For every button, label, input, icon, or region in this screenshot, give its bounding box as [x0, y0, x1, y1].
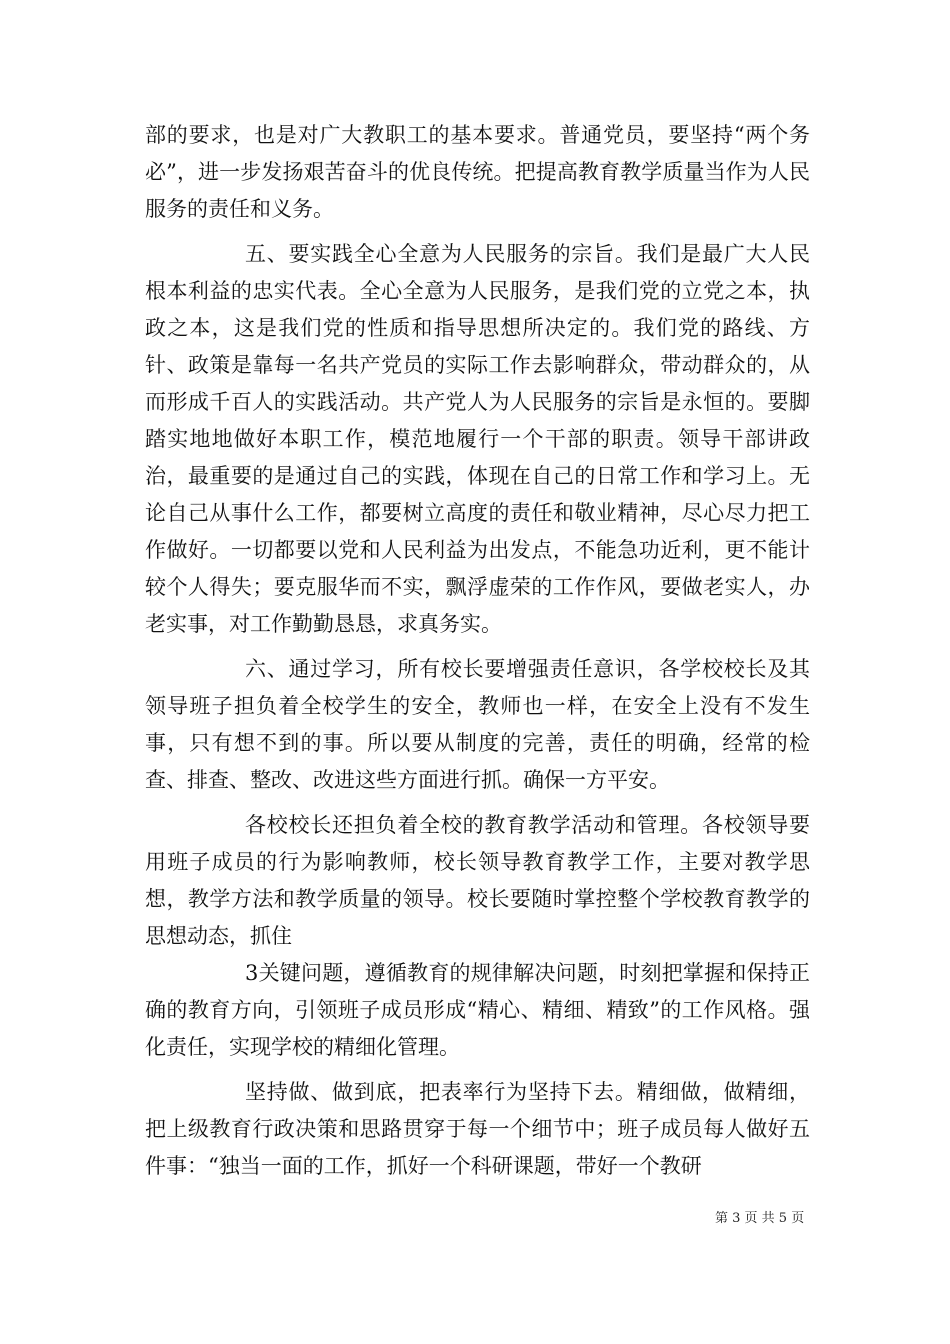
- page-number-footer: 第 3 页 共 5 页: [715, 1211, 805, 1226]
- paragraph-persist: 坚持做、做到底，把表率行为坚持下去。精细做，做精细，把上级教育行政决策和思路贯穿于每一个细节中；班子成员每人做好五件事：“独当一面的工作，抓好一个科研课题，带好一个教研: [145, 1080, 810, 1178]
- paragraph-key-issues: 3关键问题，遵循教育的规律解决问题，时刻把掌握和保持正确的教育方向，引领班子成员形成“精心、精细、精致”的工作风格。强化责任，实现学校的精细化管理。: [145, 961, 810, 1059]
- document-body: [145, 117, 810, 1185]
- paragraph-continuation: 部的要求，也是对广大教职工的基本要求。普通党员，要坚持“两个务必”，进一步发扬艰苦奋斗的优良传统。把提高教育教学质量当作为人民服务的责任和义务。: [145, 123, 810, 221]
- paragraph-section-5: 五、要实践全心全意为人民服务的宗旨。我们是最广大人民根本利益的忠实代表。全心全意为人民服务，是我们党的立党之本，执政之本，这是我们党的性质和指导思想所决定的。我们党的路线、方针、政策是靠每一名共产党员的实际工作去影响群众，带动群众的，从而形成千百人的实践活动。共产党人为人民服务的宗旨是永恒的。要脚踏实地地做好本职工作，模范地履行一个干部的职责。领导干部讲政治，最重要的是通过自己的实践，体现在自己的日常工作和学习上。无论自己从事什么工作，都要树立高度的责任和敬业精神，尽心尽力把工作做好。一切都要以党和人民利益为出发点，不能急功近利，更不能计较个人得失；要克服华而不实，飘浮虚荣的工作作风，要做老实人，办老实事，对工作勤勤恳恳，求真务实。: [145, 242, 810, 636]
- paragraph-section-6: 六、通过学习，所有校长要增强责任意识，各学校校长及其领导班子担负着全校学生的安全，教师也一样，在安全上没有不发生事，只有想不到的事。所以要从制度的完善，责任的明确，经常的检查、排查、整改、改进这些方面进行抓。确保一方平安。: [145, 657, 810, 792]
- paragraph-principals: 各校校长还担负着全校的教育教学活动和管理。各校领导要用班子成员的行为影响教师，校长领导教育教学工作，主要对教学思想，教学方法和教学质量的领导。校长要随时掌控整个学校教育教学的思想动态，抓住: [145, 813, 810, 948]
